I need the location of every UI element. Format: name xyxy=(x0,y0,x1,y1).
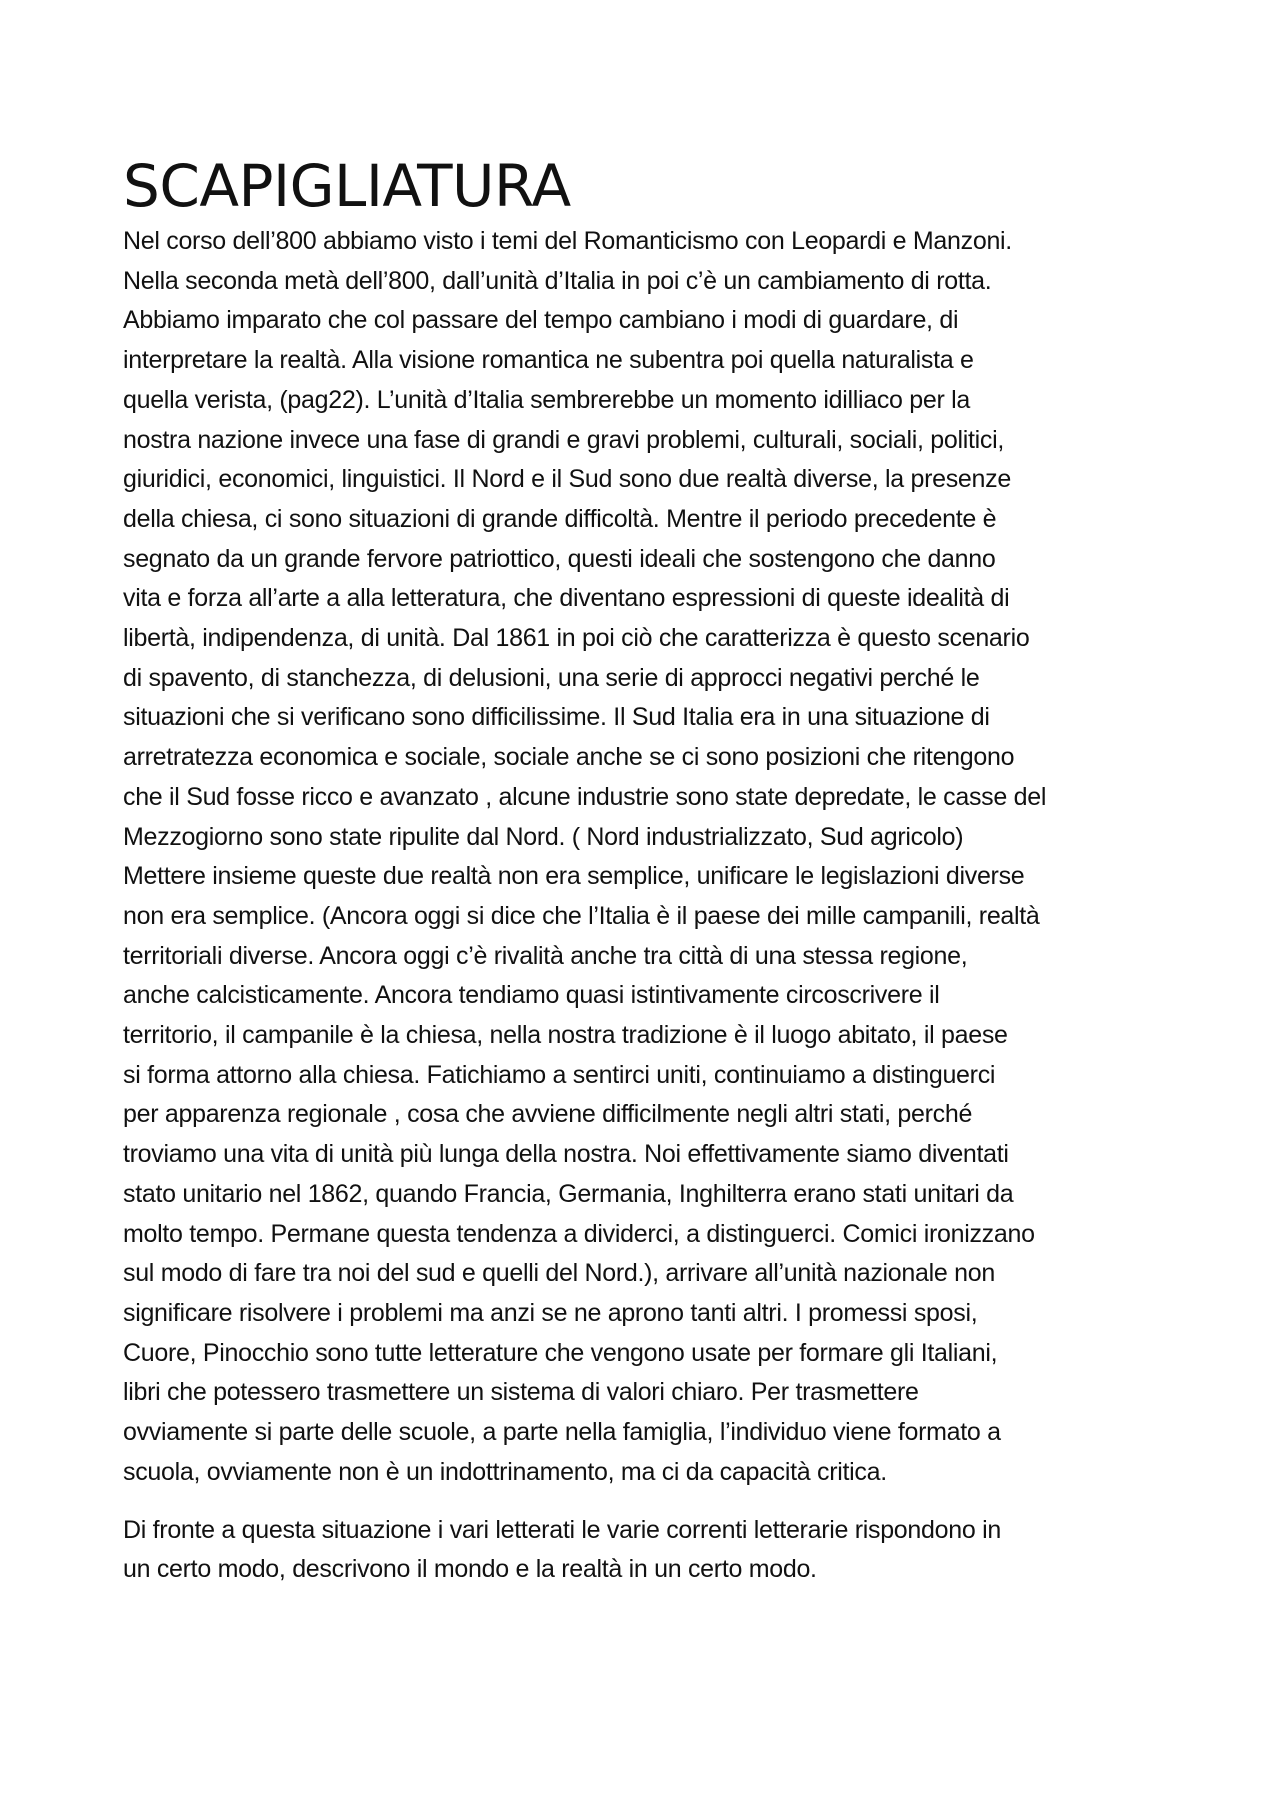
paragraph-line: territoriali diverse. Ancora oggi c’è rivalità anche tra città di una stessa regione, xyxy=(123,941,968,970)
paragraph xyxy=(123,222,1168,1493)
paragraph-line: Di fronte a questa situazione i vari letterati le varie correnti letterarie rispondono in xyxy=(123,1515,1001,1544)
paragraph-line: Abbiamo imparato che col passare del tempo cambiano i modi di guardare, di xyxy=(123,306,959,335)
paragraph-line: arretratezza economica e sociale, sociale anche se ci sono posizioni che ritengono xyxy=(123,743,1015,772)
paragraph-line: ovviamente si parte delle scuole, a parte nella famiglia, l’individuo viene formato a xyxy=(123,1418,1001,1447)
paragraph-line: Nella seconda metà dell’800, dall’unità d’Italia in poi c’è un cambiamento di rotta. xyxy=(123,266,992,295)
paragraph-line: territorio, il campanile è la chiesa, nella nostra tradizione è il luogo abitato, il paese xyxy=(123,1021,1008,1050)
paragraph-line: giuridici, economici, linguistici. Il Nord e il Sud sono due realtà diverse, la presenze xyxy=(123,465,1011,494)
paragraph-line: interpretare la realtà. Alla visione romantica ne subentra poi quella naturalista e xyxy=(123,346,974,375)
paragraph-line: un certo modo, descrivono il mondo e la realtà in un certo modo. xyxy=(123,1555,817,1584)
paragraph-line: di spavento, di stanchezza, di delusioni, una serie di approcci negativi perché le xyxy=(123,663,980,692)
paragraph-line: libri che potessero trasmettere un sistema di valori chiaro. Per trasmettere xyxy=(123,1378,919,1407)
paragraph-line: non era semplice. (Ancora oggi si dice che l’Italia è il paese dei mille campanili, realtà xyxy=(123,901,1040,930)
paragraph-line: per apparenza regionale , cosa che avviene difficilmente negli altri stati, perché xyxy=(123,1100,973,1129)
paragraph xyxy=(123,1511,1168,1590)
paragraph-line: segnato da un grande fervore patriottico, questi ideali che sostengono che danno xyxy=(123,544,996,573)
paragraph-line: molto tempo. Permane questa tendenza a dividerci, a distinguerci. Comici ironizzano xyxy=(123,1219,1035,1248)
paragraph-line: troviamo una vita di unità più lunga della nostra. Noi effettivamente siamo diventati xyxy=(123,1140,1009,1169)
paragraph-line: significare risolvere i problemi ma anzi se ne aprono tanti altri. I promessi sposi, xyxy=(123,1298,978,1327)
paragraph-line: stato unitario nel 1862, quando Francia, Germania, Inghilterra erano stati unitari da xyxy=(123,1179,1014,1208)
document-body xyxy=(123,150,1168,1590)
paragraph-line: Mezzogiorno sono state ripulite dal Nord. ( Nord industrializzato, Sud agricolo) xyxy=(123,822,964,851)
paragraph-line: quella verista, (pag22). L’unità d’Italia sembrerebbe un momento idilliaco per la xyxy=(123,385,971,414)
paragraph-line: Cuore, Pinocchio sono tutte letterature che vengono usate per formare gli Italiani, xyxy=(123,1338,998,1367)
paragraph-list xyxy=(123,222,1168,1590)
paragraph-line: della chiesa, ci sono situazioni di grande difficoltà. Mentre il periodo precedente è xyxy=(123,504,997,533)
paragraph-line: si forma attorno alla chiesa. Fatichiamo a sentirci uniti, continuiamo a distinguerci xyxy=(123,1060,996,1089)
paragraph-line: situazioni che si verificano sono difficilissime. Il Sud Italia era in una situazione di xyxy=(123,703,990,732)
paragraph-line: che il Sud fosse ricco e avanzato , alcune industrie sono state depredate, le casse del xyxy=(123,782,1047,811)
paragraph-line: nostra nazione invece una fase di grandi e gravi problemi, culturali, sociali, politici, xyxy=(123,425,1005,454)
paragraph-line: anche calcisticamente. Ancora tendiamo quasi istintivamente circoscrivere il xyxy=(123,981,940,1010)
document-title: SCAPIGLIATURA xyxy=(123,152,571,220)
paragraph-line: Nel corso dell’800 abbiamo visto i temi del Romanticismo con Leopardi e Manzoni. xyxy=(123,227,1012,255)
paragraph-line: sul modo di fare tra noi del sud e quelli del Nord.), arrivare all’unità nazionale non xyxy=(123,1259,995,1288)
paragraph-line: scuola, ovviamente non è un indottrinamento, ma ci da capacità critica. xyxy=(123,1457,887,1486)
paragraph-line: Mettere insieme queste due realtà non era semplice, unificare le legislazioni diverse xyxy=(123,862,1025,891)
paragraph-line: libertà, indipendenza, di unità. Dal 1861 in poi ciò che caratterizza è questo scenario xyxy=(123,624,1030,653)
paragraph-line: vita e forza all’arte a alla letteratura, che diventano espressioni di queste idealità di xyxy=(123,584,1010,613)
